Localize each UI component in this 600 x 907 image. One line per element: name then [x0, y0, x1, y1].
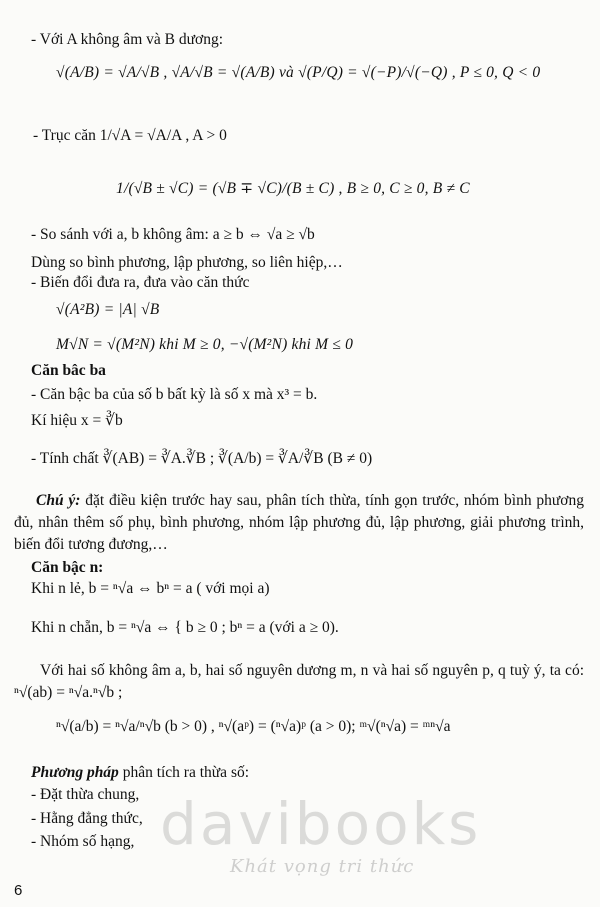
heading-nth-root: Căn bậc n: — [31, 559, 104, 576]
method-line — [31, 764, 249, 783]
text-compare-methods: Dùng so bình phương, lập phương, so liên hiệp,… — [31, 254, 343, 271]
text-nth-root-properties: Với hai số không âm a, b, hai số nguyên dương m, n và hai số nguyên p, q tuỳ ý, ta có: ⁿ√(ab) = ⁿ√a.ⁿ√b ; — [14, 662, 584, 701]
text-cube-root-notation: Kí hiệu x = ∛b — [31, 412, 123, 429]
method-item-grouping: - Nhóm số hạng, — [31, 833, 135, 850]
note-paragraph — [14, 490, 584, 556]
formula-abs: √(A²B) = |A| √B — [56, 301, 160, 318]
formula-nth-root-rules: ⁿ√(a/b) = ⁿ√a/ⁿ√b (b > 0) , ⁿ√(aᵖ) = (ⁿ√a)ᵖ (a > 0); ᵐ√(ⁿ√a) = ᵐⁿ√a — [56, 718, 451, 735]
watermark-logo: davibooks — [160, 790, 482, 858]
watermark-tagline: Khát vọng tri thức — [230, 856, 415, 877]
text-cube-root-properties: - Tính chất ∛(AB) = ∛A.∛B ; ∛(A/b) = ∛A/∛B (B ≠ 0) — [31, 450, 373, 467]
formula-move-in: M√N = √(M²N) khi M ≥ 0, −√(M²N) khi M ≤ 0 — [56, 336, 354, 353]
formula-root-quotient: √(A/B) = √A/√B , √A/√B = √(A/B) và √(P/Q) = √(−P)/√(−Q) , P ≤ 0, Q < 0 — [56, 64, 541, 81]
method-label: Phương pháp — [31, 764, 119, 781]
bullet-rationalize: - Trục căn 1/√A = √A/A , A > 0 — [33, 127, 227, 144]
bullet-nonneg-positive: - Với A không âm và B dương: — [31, 31, 223, 48]
method-item-common-factor: - Đặt thừa chung, — [31, 786, 140, 803]
formula-rationalize-sum: 1/(√B ± √C) = (√B ∓ √C)/(B ± C) , B ≥ 0, C ≥ 0, B ≠ C — [116, 180, 470, 197]
text-cube-root-def: - Căn bậc ba của số b bất kỳ là số x mà x³ = b. — [31, 386, 318, 403]
text-n-even: Khi n chẵn, b = ⁿ√a ⇔ { b ≥ 0 ; bⁿ = a (với a ≥ 0). — [31, 619, 339, 636]
page-number: 6 — [14, 882, 23, 899]
method-item-identities: - Hằng đẳng thức, — [31, 810, 143, 827]
method-text: phân tích ra thừa số: — [122, 764, 250, 781]
bullet-compare: - So sánh với a, b không âm: a ≥ b ⇔ √a ≥ √b — [31, 226, 315, 243]
note-label: Chú ý: — [36, 492, 81, 509]
heading-cube-root: Căn bâc ba — [31, 362, 106, 379]
text-n-odd: Khi n lẻ, b = ⁿ√a ⇔ bⁿ = a ( với mọi a) — [31, 580, 270, 597]
bullet-transform: - Biến đổi đưa ra, đưa vào căn thức — [31, 274, 250, 291]
note-body: đặt điều kiện trước hay sau, phân tích thừa, tính gọn trước, nhóm bình phương đủ, nhân thêm số phụ, bình phương, nhóm lập phương đủ, lập phương, giải phương trình, biến đổi tương đương,… — [14, 492, 584, 553]
